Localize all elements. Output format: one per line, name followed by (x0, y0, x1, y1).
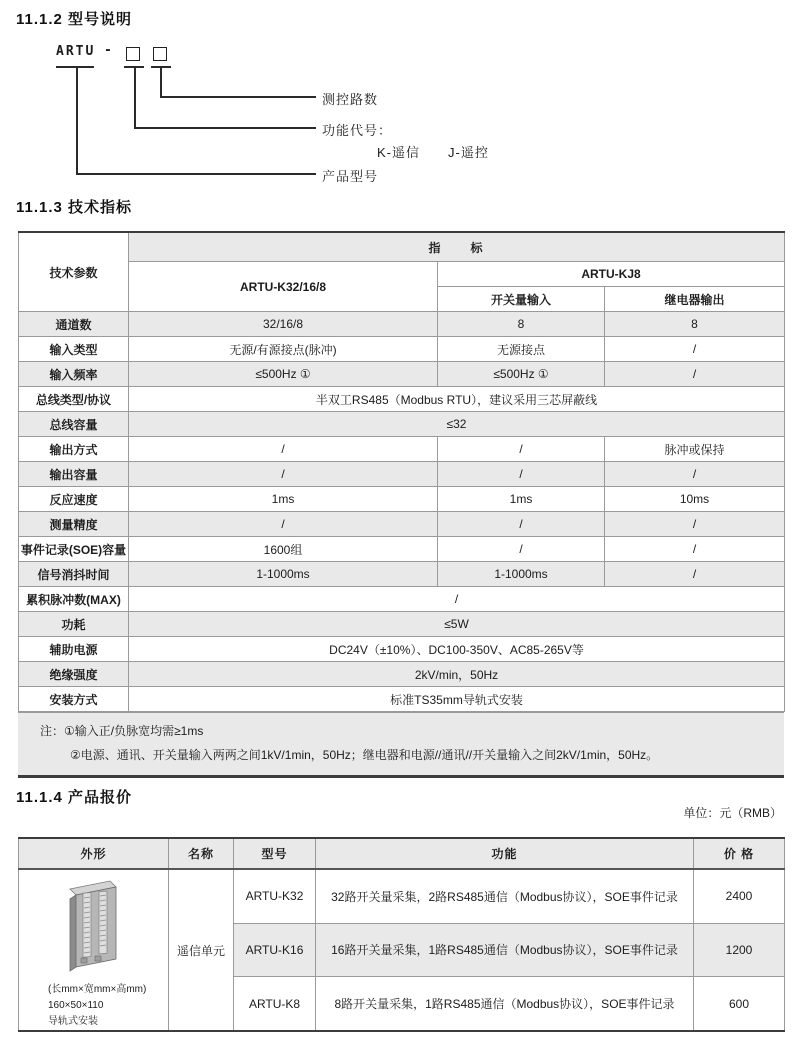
spec-value: 8 (438, 312, 605, 337)
spec-value: / (129, 587, 785, 612)
spec-param-label: 信号消抖时间 (19, 562, 129, 587)
section-title-pricing: 11.1.4 产品报价 (16, 789, 133, 806)
spec-value: 1ms (129, 487, 438, 512)
spec-value: / (438, 512, 605, 537)
price-row (19, 869, 785, 923)
spec-value: 8 (605, 312, 785, 337)
price-header-name: 名称 (169, 838, 234, 869)
spec-table-wrap (0, 231, 800, 778)
spec-param-label: 输出方式 (19, 437, 129, 462)
device-mount-type: 导轨式安装 (48, 1016, 98, 1027)
spec-row (19, 312, 785, 337)
spec-value: / (129, 462, 438, 487)
spec-row (19, 662, 785, 687)
spec-row (19, 387, 785, 412)
spec-header-row-1 (19, 232, 785, 262)
spec-header-indicator: 指 标 (129, 232, 785, 262)
spec-value: / (605, 337, 785, 362)
spec-row (19, 512, 785, 537)
spec-header-param: 技术参数 (19, 232, 129, 312)
spec-row (19, 487, 785, 512)
section-technical-specs (0, 196, 800, 778)
spec-value: / (605, 512, 785, 537)
spec-header-artu-kj8: ARTU-KJ8 (438, 262, 785, 287)
spec-param-label: 事件记录(SOE)容量 (19, 537, 129, 562)
spec-value: 1-1000ms (438, 562, 605, 587)
spec-row (19, 637, 785, 662)
product-model: ARTU-K8 (234, 977, 316, 1031)
spec-param-label: 绝缘强度 (19, 662, 129, 687)
spec-value: / (129, 512, 438, 537)
label-product-model: 产品型号 (322, 169, 379, 184)
model-digit-box-1 (126, 47, 140, 61)
device-dims-value: 160×50×110 (48, 1000, 104, 1011)
diagram-line-product-h (76, 173, 316, 175)
spec-value: 无源/有源接点(脉冲) (129, 337, 438, 362)
label-function-code: 功能代号： (322, 123, 393, 138)
price-unit-label: 单位：元（RMB） (683, 806, 782, 820)
spec-param-label: 总线容量 (19, 412, 129, 437)
spec-value: ≤500Hz ① (438, 362, 605, 387)
spec-value: 1-1000ms (129, 562, 438, 587)
section-title-specs: 11.1.3 技术指标 (16, 199, 133, 216)
spec-value: 脉冲或保持 (605, 437, 785, 462)
device-illustration (63, 880, 125, 976)
spec-param-label: 安装方式 (19, 687, 129, 712)
section-model-explanation (0, 8, 800, 199)
price-header-row (19, 838, 785, 869)
spec-param-label: 总线类型/协议 (19, 387, 129, 412)
product-price: 2400 (694, 869, 785, 923)
spec-header-relay-output: 继电器输出 (605, 287, 785, 312)
model-digit-box-2 (153, 47, 167, 61)
spec-header-switch-input: 开关量输入 (438, 287, 605, 312)
spec-table (18, 231, 785, 712)
price-header-appearance: 外形 (19, 838, 169, 869)
diagram-line-function-h (134, 127, 316, 129)
product-function: 16路开关量采集，1路RS485通信（Modbus协议），SOE事件记录 (316, 923, 694, 977)
spec-value: / (605, 562, 785, 587)
price-header-model: 型号 (234, 838, 316, 869)
spec-value: ≤5W (129, 612, 785, 637)
underline-prefix (56, 66, 94, 68)
spec-row (19, 537, 785, 562)
product-price: 1200 (694, 923, 785, 977)
spec-value: ≤32 (129, 412, 785, 437)
label-channel-count: 测控路数 (322, 92, 379, 107)
model-dash-text: - (104, 43, 114, 58)
product-appearance-cell (19, 869, 169, 1031)
spec-row (19, 687, 785, 712)
price-table-wrap (0, 837, 800, 1032)
spec-value: / (438, 462, 605, 487)
section-product-pricing (0, 786, 800, 1032)
price-header-price: 价 格 (694, 838, 785, 869)
product-function: 8路开关量采集，1路RS485通信（Modbus协议），SOE事件记录 (316, 977, 694, 1031)
label-function-k: K-遥信 (377, 145, 421, 160)
spec-row (19, 462, 785, 487)
spec-footnotes (18, 712, 784, 778)
footnote-1: 注：①输入正/负脉宽均需≥1ms (40, 724, 204, 738)
spec-value: 2kV/min，50Hz (129, 662, 785, 687)
footnote-2: ②电源、通讯、开关量输入两两之间1kV/1min，50Hz；继电器和电源//通讯//开关量输入之间2kV/1min，50Hz。 (70, 748, 659, 762)
spec-value: 32/16/8 (129, 312, 438, 337)
spec-row (19, 337, 785, 362)
price-header-function: 功能 (316, 838, 694, 869)
spec-value: / (438, 437, 605, 462)
diagram-line-channels-h (160, 96, 316, 98)
spec-row (19, 562, 785, 587)
spec-param-label: 辅助电源 (19, 637, 129, 662)
product-name-cell: 遥信单元 (169, 869, 234, 1031)
spec-value: 无源接点 (438, 337, 605, 362)
spec-value: / (605, 462, 785, 487)
product-function: 32路开关量采集，2路RS485通信（Modbus协议），SOE事件记录 (316, 869, 694, 923)
spec-value: 1600组 (129, 537, 438, 562)
spec-param-label: 输入频率 (19, 362, 129, 387)
spec-row (19, 412, 785, 437)
spec-value: DC24V（±10%）、DC100-350V、AC85-265V等 (129, 637, 785, 662)
spec-value: / (605, 362, 785, 387)
spec-value: 10ms (605, 487, 785, 512)
label-function-j: J-遥控 (448, 145, 489, 160)
spec-value: 1ms (438, 487, 605, 512)
model-prefix-text: ARTU (56, 44, 96, 59)
spec-param-label: 测量精度 (19, 512, 129, 537)
diagram-line-channels-v (160, 66, 162, 96)
spec-header-artu-k: ARTU-K32/16/8 (129, 262, 438, 312)
spec-param-label: 通道数 (19, 312, 129, 337)
product-model: ARTU-K32 (234, 869, 316, 923)
price-table (18, 837, 785, 1032)
diagram-line-function-v (134, 66, 136, 127)
spec-value: 半双工RS485（Modbus RTU），建议采用三芯屏蔽线 (129, 387, 785, 412)
spec-value: / (605, 537, 785, 562)
spec-param-label: 反应速度 (19, 487, 129, 512)
model-number-diagram (0, 39, 800, 199)
spec-value: ≤500Hz ① (129, 362, 438, 387)
spec-param-label: 输出容量 (19, 462, 129, 487)
section-title-model: 11.1.2 型号说明 (16, 11, 133, 28)
spec-param-label: 功耗 (19, 612, 129, 637)
spec-value: 标准TS35mm导轨式安装 (129, 687, 785, 712)
spec-row (19, 587, 785, 612)
spec-value: / (129, 437, 438, 462)
device-dims-label: (长mm×宽mm×高mm) (48, 984, 147, 995)
spec-param-label: 累积脉冲数(MAX) (19, 587, 129, 612)
spec-header-row-2 (19, 262, 785, 287)
spec-param-label: 输入类型 (19, 337, 129, 362)
spec-row (19, 437, 785, 462)
spec-row (19, 612, 785, 637)
diagram-line-product-v (76, 66, 78, 173)
spec-row (19, 362, 785, 387)
product-model: ARTU-K16 (234, 923, 316, 977)
spec-value: / (438, 537, 605, 562)
product-price: 600 (694, 977, 785, 1031)
